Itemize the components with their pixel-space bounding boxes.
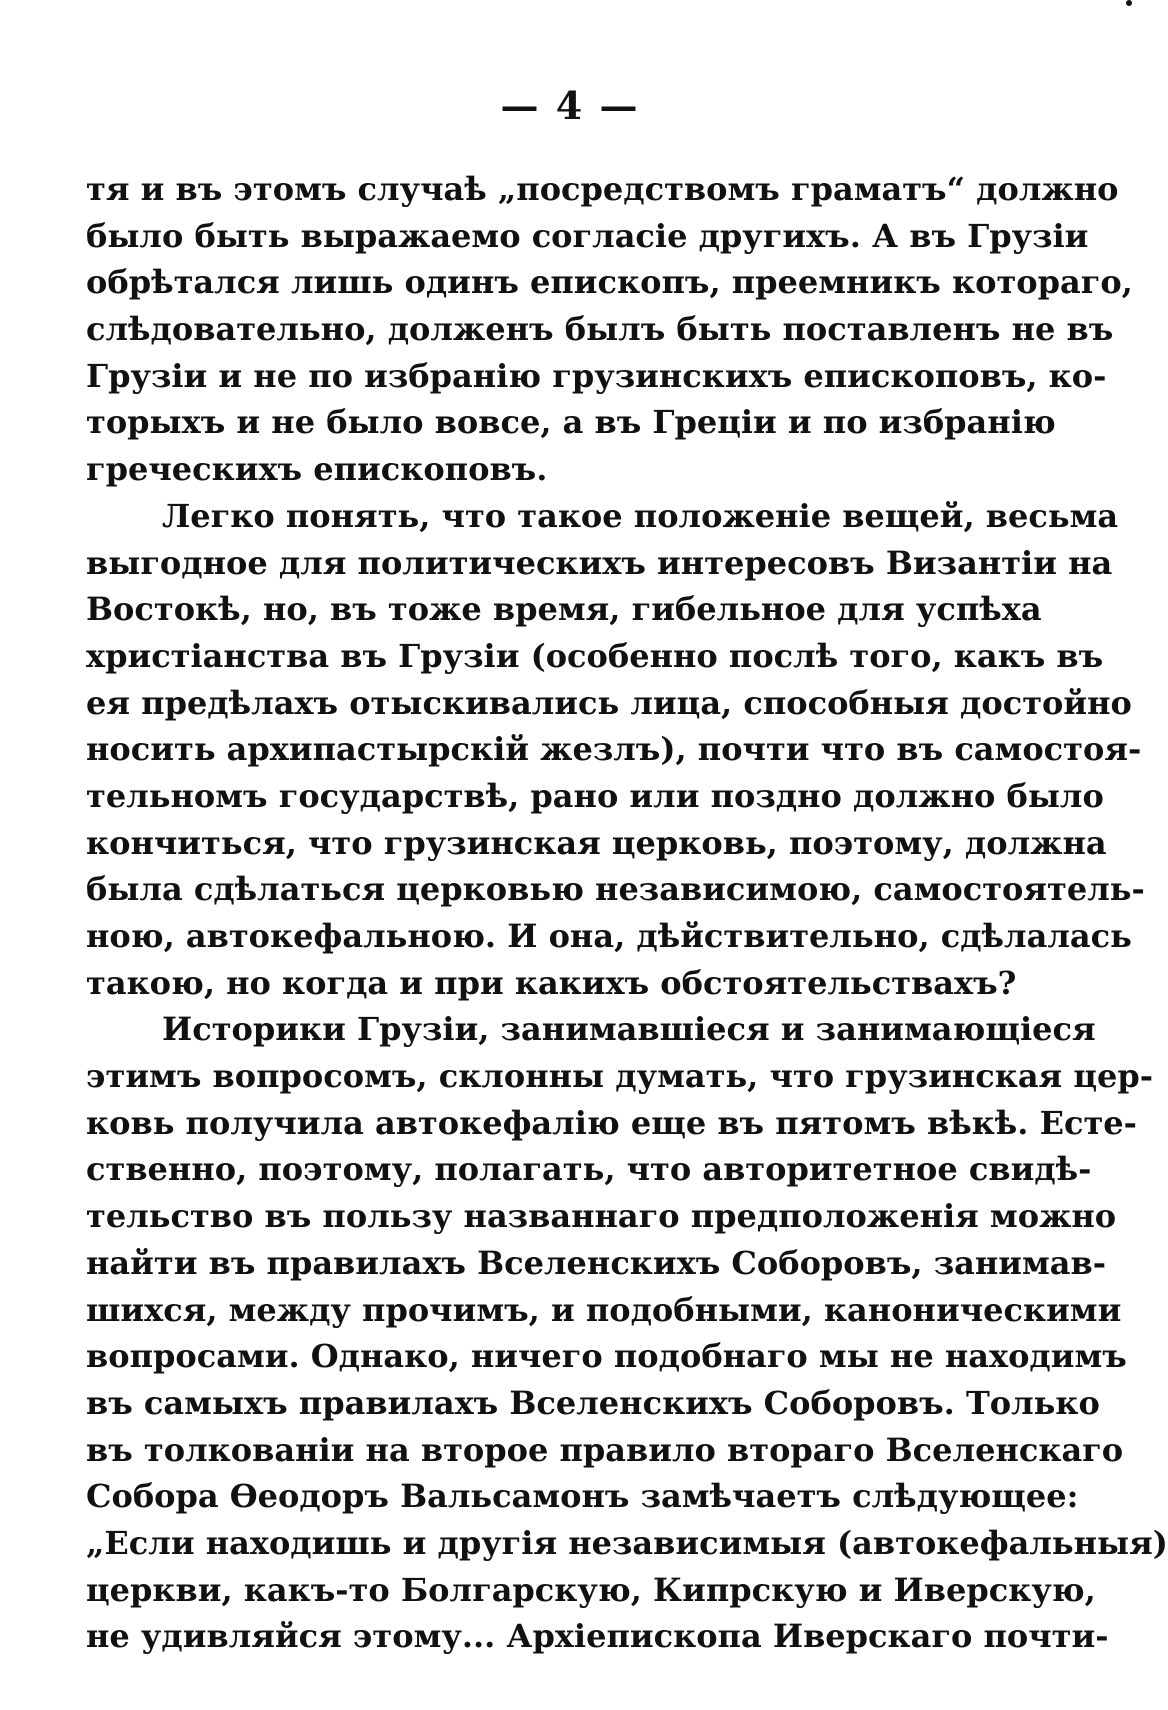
paragraph-2 [86,493,1145,1007]
text-line: христіанства въ Грузіи (особенно послѣ того, какъ въ [86,636,1104,675]
text-line: кончиться, что грузинская церковь, поэтому, должна [86,823,1107,862]
text-line: ною, автокефальною. И она, дѣйствительно, сдѣлалась [86,917,1132,955]
text-line: торыхъ и не было вовсе, а въ Греціи и по избранію [86,403,1056,442]
text-line: Собора Ѳеодоръ Вальсамонъ замѣчаетъ слѣдующее: [86,1477,1079,1516]
text-line: въ самыхъ правилахъ Вселенскихъ Соборовъ. Только [86,1383,1100,1422]
text-line: Грузіи и не по избранію грузинскихъ епископовъ, ко- [86,356,1107,395]
text-line: греческихъ епископовъ. [86,450,548,489]
text-line: шихся, между прочимъ, и подобными, каноническими [86,1290,1122,1329]
text-line: церкви, какъ-то Болгарскую, Кипрскую и Иверскую, [86,1570,1096,1609]
text-line: Легко понять, что такое положеніе вещей, весьма [162,496,1119,535]
text-line: обрѣтался лишь одинъ епископъ, преемникъ котораго, [86,263,1133,302]
text-line: такою, но когда и при какихъ обстоятельствахъ? [86,963,1017,1002]
page-number: — 4 — [500,83,640,128]
paragraph-1 [86,166,1133,493]
text-line: найти въ правилахъ Вселенскихъ Соборовъ, занимав- [86,1243,1107,1282]
text-line: вопросами. Однако, ничего подобнаго мы не находимъ [86,1337,1127,1376]
text-line: слѣдовательно, долженъ былъ быть поставленъ не въ [86,310,1114,349]
text-line: ственно, поэтому, полагать, что авторитетное свидѣ- [86,1150,1092,1189]
text-line: въ толкованіи на второе правило втораго Вселенскаго [86,1430,1124,1469]
text-line: ея предѣлахъ отыскивались лица, способныя достойно [86,683,1132,722]
text-line: тя и въ этомъ случаѣ „посредствомъ граматъ“ должно [86,170,1119,208]
text-line: было быть выражаемо согласіе другихъ. А въ Грузіи [86,216,1089,255]
text-line: носить архипастырскій жезлъ), почти что въ самостоя- [86,730,1142,769]
text-line: Востокѣ, но, въ тоже время, гибельное для успѣха [86,590,1042,629]
text-line: выгодное для политическихъ интересовъ Византіи на [86,543,1113,582]
text-line: тельство въ пользу названнаго предположенія можно [86,1197,1117,1236]
text-line: тельномъ государствѣ, рано или поздно должно было [86,776,1104,815]
text-line: ковь получила автокефалію еще въ пятомъ вѣкѣ. Есте- [86,1103,1137,1142]
text-line: „Если находишь и другія независимыя (автокефальныя) [86,1523,1168,1562]
text-line: этимъ вопросомъ, склонны думать, что грузинская цер- [86,1057,1153,1096]
paragraph-3 [86,1006,1168,1660]
text-line: была сдѣлаться церковью независимою, самостоятель- [86,870,1145,909]
body-text [86,166,1168,1660]
ink-speck [1126,0,1132,6]
text-line: не удивляйся этому... Архіепископа Иверскаго почти- [86,1617,1109,1656]
text-line: Историки Грузіи, занимавшіеся и занимающіеся [162,1010,1096,1049]
